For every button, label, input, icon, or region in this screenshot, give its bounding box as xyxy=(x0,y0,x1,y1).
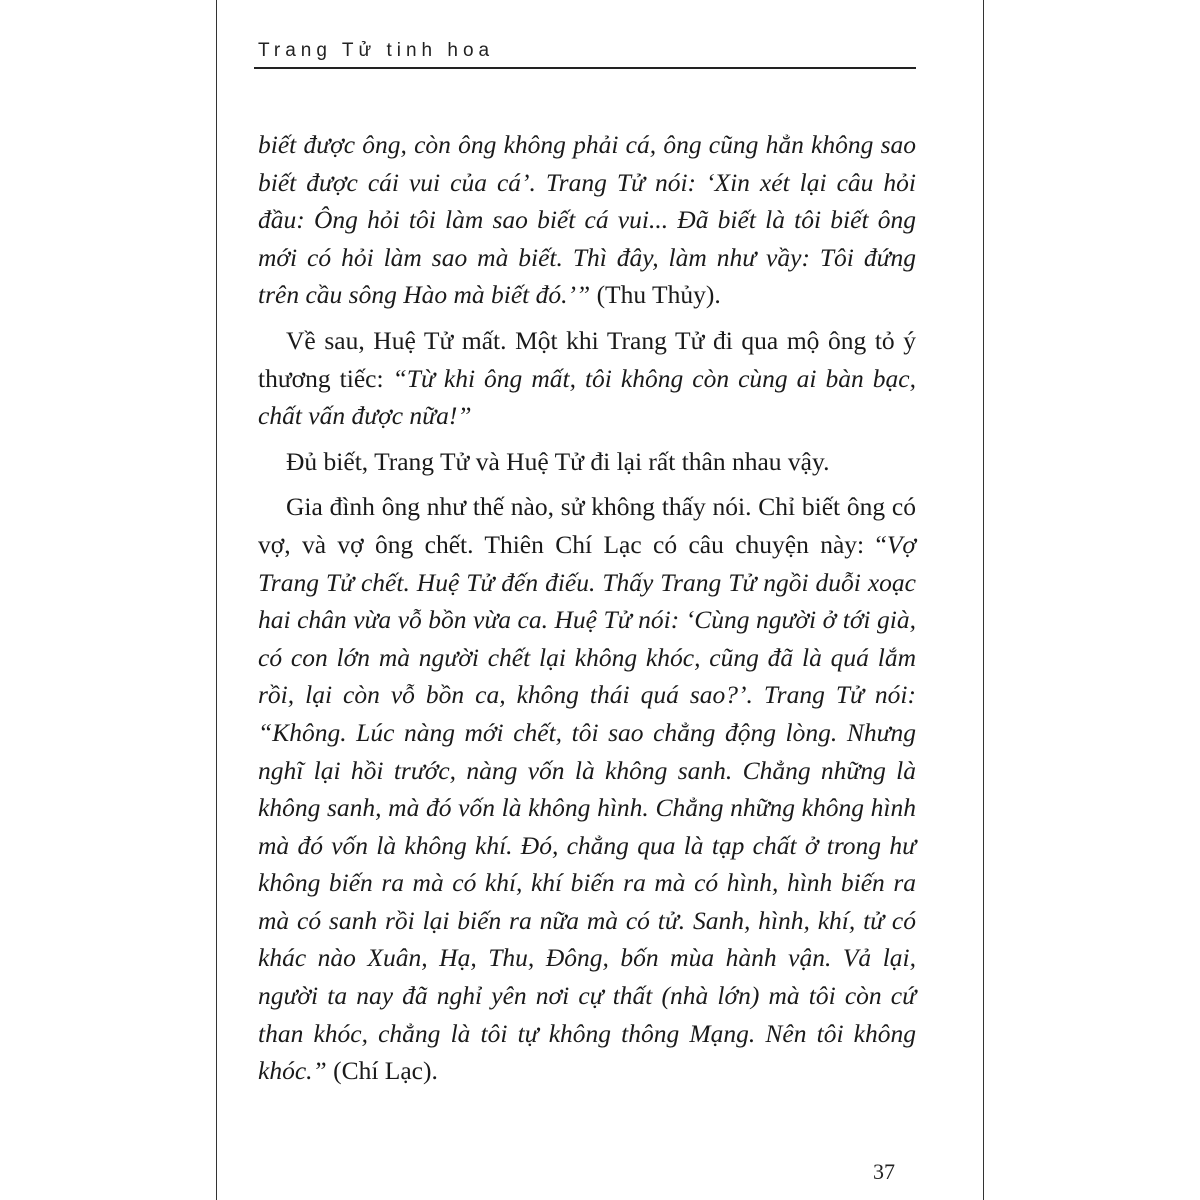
paragraph-2-text: Về sau, Huệ Tử mất. Một khi Trang Tử đi qua mộ ông tỏ ý thương tiếc: xyxy=(258,325,916,393)
paragraph-1-source: (Thu Thủy). xyxy=(590,280,721,310)
paragraph-1-quote: biết được ông, còn ông không phải cá, ông cũng hẳn không sao biết được cái vui của cá’. Trang Tử nói: ‘Xin xét lại câu hỏi đầu: Ông hỏi tôi làm sao biết cá vui... Đã biết là tôi biết ông mới có hỏi làm sao mà biết. Thì đây, làm như vầy: Tôi đứng trên cầu sông Hào mà biết đó.’” xyxy=(258,130,916,310)
paragraph-4-source: (Chí Lạc). xyxy=(326,1056,438,1086)
paragraph-4-quote: Vợ Trang Tử chết. Huệ Tử đến điếu. Thấy Trang Tử ngồi duỗi xoạc hai chân vừa vỗ bồn vừa ca. Huệ Tử nói: ‘Cùng người ở tới già, có con lớn mà người chết lại không khóc, cũng đã là quá lắm rồi, lại còn vỗ bồn ca, không thái quá sao?’. Trang Tử nói: “Không. Lúc nàng mới chết, tôi sao chẳng động lòng. Nhưng nghĩ lại hồi trước, nàng vốn là không sanh. Chẳng những là không sanh, mà đó vốn là không hình. Chẳng những không hình mà đó vốn là không khí. Đó, chẳng qua là tạp chất ở trong hư không biến ra mà có khí, khí biến ra mà có hình, hình biến ra mà có sanh rồi lại biến ra nữa mà có tử. Sanh, hình, khí, tử có khác nào Xuân, Hạ, Thu, Đông, bốn mùa hành vận. Vả lại, người ta nay đã nghỉ yên nơi cự thất (nhà lớn) mà tôi còn cứ than khóc, chẳng là tôi tự không thông Mạng. Nên tôi không khóc.” xyxy=(258,529,916,1086)
running-head: Trang Tử tinh hoa xyxy=(258,40,495,61)
paragraph-4-text: Gia đình ông như thế nào, sử không thấy nói. Chỉ biết ông có vợ, và vợ ông chết. Thiên Chí Lạc có câu chuyện này: “ xyxy=(258,492,916,559)
body-text xyxy=(258,126,916,1098)
paragraph-3 xyxy=(258,443,916,481)
paragraph-3-text: Đủ biết, Trang Tử và Huệ Tử đi lại rất thân nhau vậy. xyxy=(286,446,830,476)
paragraph-2-quote: “Từ khi ông mất, tôi không còn cùng ai bàn bạc, chất vấn được nữa!” xyxy=(258,363,917,431)
page-number: 37 xyxy=(873,1159,895,1184)
paragraph-4 xyxy=(258,488,916,1090)
paragraph-1 xyxy=(258,126,916,314)
header-rule xyxy=(254,67,916,69)
paragraph-2 xyxy=(258,322,916,435)
